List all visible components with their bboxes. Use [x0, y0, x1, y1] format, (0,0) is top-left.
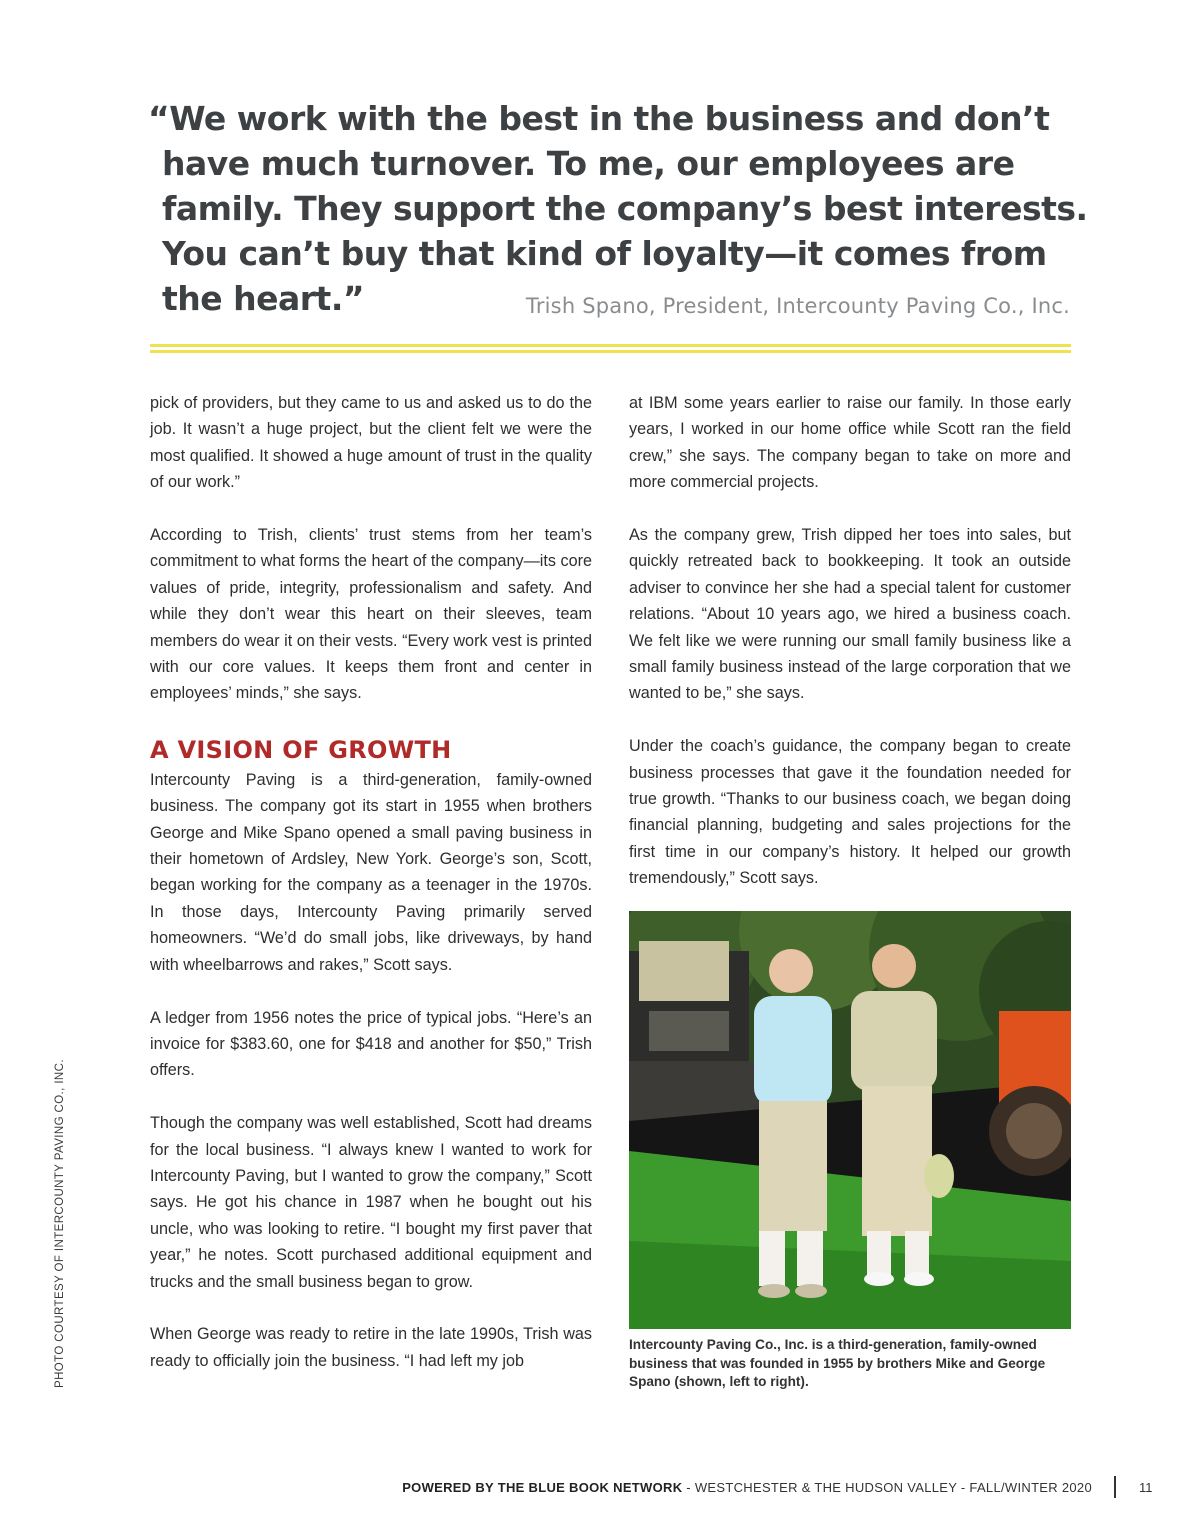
- quote-attribution: Trish Spano, President, Intercounty Paving Co., Inc.: [525, 294, 1070, 318]
- footer-divider: [1114, 1476, 1116, 1498]
- left-column: [150, 390, 592, 1374]
- paragraph: According to Trish, clients’ trust stems from her team’s commitment to what forms the heart of the company—its core values of pride, integrity, professionalism and safety. And while they don’t wear this heart on their sleeves, team members do wear it on their vests. “Every work vest is printed with our core values. It keeps them front and center in employees’ minds,” she says.: [150, 526, 592, 703]
- paragraph: A ledger from 1956 notes the price of typical jobs. “Here’s an invoice for $383.60, one for $418 and another for $50,” Trish offers.: [150, 1008, 592, 1080]
- section-heading: A VISION OF GROWTH: [150, 735, 452, 764]
- paragraph: Though the company was well established, Scott had dreams for the local business. “I always knew I wanted to work for Intercounty Paving, but I wanted to grow the company,” Scott says. He got his chance in 1987 when he bought out his uncle, who was looking to retire. “I bought my first paver that year,” he notes. Scott purchased additional equipment and trucks and the small business began to grow.: [150, 1114, 592, 1291]
- pull-quote: “We work with the best in the business and don’t have much turnover. To me, our employees are family. They support the company’s best interests. You can’t buy that kind of loyalty—it comes from the heart.”: [148, 99, 1088, 318]
- footer-brand: POWERED BY THE BLUE BOOK NETWORK: [402, 1480, 683, 1495]
- photo-caption: Intercounty Paving Co., Inc. is a third-generation, family-owned business that was founded in 1955 by brothers Mike and George Spano (shown, left to right).: [629, 1337, 1046, 1389]
- article-photo: [629, 911, 1071, 1329]
- page-footer: [402, 1480, 1092, 1495]
- right-column: [629, 390, 1071, 892]
- paragraph: When George was ready to retire in the late 1990s, Trish was ready to officially join the business. “I had left my job: [150, 1325, 592, 1370]
- paragraph: As the company grew, Trish dipped her toes into sales, but quickly retreated back to bookkeeping. It took an outside adviser to convince her she had a special talent for customer relations. “About 10 years ago, we hired a business coach. We felt like we were running our small family business like a small family business instead of the large corporation that we wanted to be,” she says.: [629, 526, 1071, 703]
- paragraph: at IBM some years earlier to raise our family. In those early years, I worked in our home office while Scott ran the field crew,” she says. The company began to take on more and more commercial projects.: [629, 394, 1071, 492]
- paragraph: Under the coach’s guidance, the company began to create business processes that gave it the foundation needed for true growth. “Thanks to our business coach, we began doing financial planning, budgeting and sales projections for the first time in our company’s history. It helped our growth tremendously,” Scott says.: [629, 737, 1071, 888]
- photo-credit: PHOTO COURTESY OF INTERCOUNTY PAVING CO., INC.: [54, 1059, 66, 1388]
- divider-bottom: [150, 350, 1071, 353]
- divider-top: [150, 344, 1071, 347]
- footer-issue: - WESTCHESTER & THE HUDSON VALLEY - FALL/WINTER 2020: [682, 1480, 1092, 1495]
- paragraph: Intercounty Paving is a third-generation, family-owned business. The company got its start in 1955 when brothers George and Mike Spano opened a small paving business in their hometown of Ardsley, New York. George’s son, Scott, began working for the company as a teenager in the 1970s. In those days, Intercounty Paving primarily served homeowners. “We’d do small jobs, like driveways, by hand with wheelbarrows and rakes,” Scott says.: [150, 770, 592, 974]
- paragraph: pick of providers, but they came to us and asked us to do the job. It wasn’t a huge project, but the client felt we were the most qualified. It showed a huge amount of trust in the quality of our work.”: [150, 394, 592, 492]
- page-number: 11: [1139, 1480, 1153, 1495]
